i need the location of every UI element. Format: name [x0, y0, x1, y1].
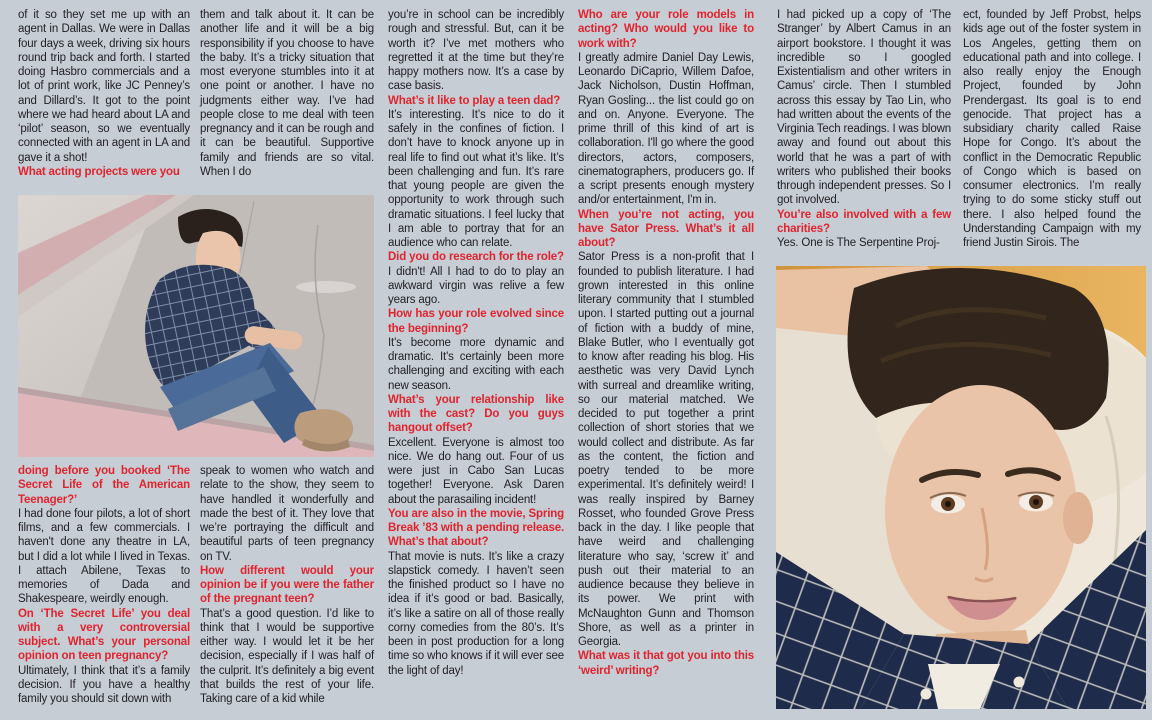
man-portrait-pillow-photo [776, 266, 1146, 709]
interview-question: You are also in the movie, Spring Break ’83 with a pending release. What’s that about? [388, 507, 564, 549]
interview-question: doing before you booked ‘The Secret Life of the American Teenager?’ [18, 465, 190, 506]
interview-answer: I greatly admire Daniel Day Lewis, Leonardo DiCaprio, Willem Dafoe, Jack Nicholson, Dustin Hoffman, Ryan Gosling... the list could go on and on. Anyone. Everyone. The prime thrill of this kind of art is collaboration. I'll go where the good directors, actors, composers, cinematographers, producers go. If a script presents enough mystery and/or entertainment, I'm in. [578, 51, 754, 207]
interview-answer: That’s a good question. I’d like to think that I would be supportive either way. I would let it be her decision, especially if I was half of the culprit. It’s definitely a big event that builds the rest of your life. Taking care of a kid while [200, 607, 374, 705]
text-column-3 [388, 8, 564, 678]
text-column-1-top [18, 8, 190, 179]
interview-question: What’s your relationship like with the cast? Do you guys hangout offset? [388, 393, 564, 435]
interview-question: How different would your opinion be if you were the father of the pregnant teen? [200, 564, 374, 606]
interview-answer: Yes. One is The Serpentine Proj- [777, 237, 940, 249]
interview-answer: It’s interesting. It’s nice to do it safely in the confines of fiction. I don’t have to knock anyone up in real life to find out what it’s like. It’s been challenging and fun. It’s rare that young people are given the opportunity to work through such dramatic situations. I feel lucky that I am able to portray that for an audience who can relate. [388, 108, 564, 249]
interview-answer: of it so they set me up with an agent in Dallas. We were in Dallas four days a week, driving six hours round trip back and forth. I started doing Hasbro commercials and a lot of print work, like JC Penney’s and Dillard’s. It got to the point where we had heard about LA and ‘pilot’ season, so we eventually connected with an agent in LA and gave it a shot! [18, 9, 190, 164]
text-column-2-top [200, 8, 374, 179]
interview-answer: That movie is nuts. It’s like a crazy slapstick comedy. I haven’t seen the finished product so I have no idea if it’s good or bad. Basically, it’s like a satire on all of those really corny comedies from the 80’s. It’s been in post production for a long time so who knows if it will ever see the light of day! [388, 550, 564, 677]
interview-question: What acting projects were you [18, 165, 180, 178]
interview-answer: you’re in school can be incredibly rough and stressful. But, can it be worth it? I’ve met mothers who regretted it at the time but they’re happy mothers now. It’s a case by case basis. [388, 9, 564, 93]
interview-answer: I had done four pilots, a lot of short films, and a few commercials. I haven't done any theatre in LA, but I did a lot while I lived in Texas. I attach Abilene, Texas to memories of Dada and Shakespeare, weirdly enough. [18, 507, 190, 606]
text-column-5-top [777, 8, 951, 250]
interview-answer: ect, founded by Jeff Probst, helps kids age out of the foster system in Los Angeles, getting them on educational path and into college. I also really enjoy the Enough Project, founded by John Prendergast. Its goal is to end genocide. That project has a subsidiary charity called Raise Hope for Congo. It’s about the conflict in the Democratic Republic of Congo which is based on consumer electronics. I’m really trying to do some sticky stuff out there. I also helped found the Understanding Campaign with my friend Justin Sirois. The [963, 9, 1141, 249]
interview-answer: Excellent. Everyone is almost too nice. We do hang out. Four of us were just in Cabo San Lucas together! Everyone. Ask Daren about the parasailing incident! [388, 436, 564, 506]
interview-question: What’s it like to play a teen dad? [388, 94, 561, 107]
interview-question: Who are your role models in acting? Who would you like to work with? [578, 9, 754, 50]
interview-question: On ‘The Secret Life’ you deal with a very controversial subject. What’s your personal opinion on teen pregnancy? [18, 607, 190, 663]
interview-answer: speak to women who watch and relate to the show, they seem to have handled it wonderfully and made the best of it. They love that we’re portraying the difficult and beautiful parts of teen pregnancy on TV. [200, 465, 374, 563]
interview-question: What was it that got you into this ‘weird’ writing? [578, 650, 754, 677]
interview-question: When you’re not acting, you have Sator Press. What’s it all about? [578, 208, 754, 249]
interview-answer: It's become more dynamic and dramatic. It's certainly been more challenging and exciting with each new season. [388, 336, 564, 392]
interview-answer: Ultimately, I think that it’s a family decision. If you have a healthy family you should sit down with [18, 664, 190, 705]
interview-question: How has your role evolved since the beginning? [388, 308, 564, 335]
interview-answer: them and talk about it. It can be another life and it will be a big responsibility if you choose to have the baby. It’s a tricky situation that most everyone stumbles into it at one point or another. I have no judgments either way. I’ve had people close to me deal with teen pregnancy and it can be rough and it can be beautiful. Supportive family and friends are so vital. When I do [200, 9, 374, 178]
interview-answer: I had picked up a copy of ‘The Stranger’ by Albert Camus in an airport bookstore. I thought it was incredible so I googled Existentialism and other writers in Camus’ circle. Then I stumbled across this essay by Tao Lin, who had written about the events of the Virginia Tech readings. I was blown away and found out about this world that he was a part of with writers who published their books through independent presses. So I got involved. [777, 9, 951, 207]
text-column-1-bottom [18, 464, 190, 706]
text-column-6-top [963, 8, 1141, 250]
man-sitting-on-curb-photo [18, 195, 374, 457]
text-column-2-bottom [200, 464, 374, 706]
interview-question: You’re also involved with a few charities? [777, 208, 951, 235]
interview-answer: I didn't! All I had to do to play an awkward virgin was relive a few years ago. [388, 265, 564, 306]
interview-answer: Sator Press is a non-profit that I founded to publish literature. I had grown interested in this online literary community that I stumbled upon. I started putting out a journal of fiction with a buddy of mine, Blake Butler, who I eventually got to know after reading his blog. His aesthetic was very David Lynch with surreal and dreamlike writing, so our material matched. We decided to put together a print collection of short stories that we would collect and distribute. As far as the content, the fiction and poetry tended to be more experimental. It’s definitely weird! I was really inspired by Barney Rosset, who founded Grove Press back in the day. I like people that have weird and challenging literature who say, ‘screw it’ and push out their material to an audience because they believe in its power. We print with McNaughton Gunn and Thomson Shore, as well as a printer in Georgia. [578, 251, 754, 648]
text-column-4 [578, 8, 754, 678]
interview-question: Did you do research for the role? [388, 251, 564, 264]
